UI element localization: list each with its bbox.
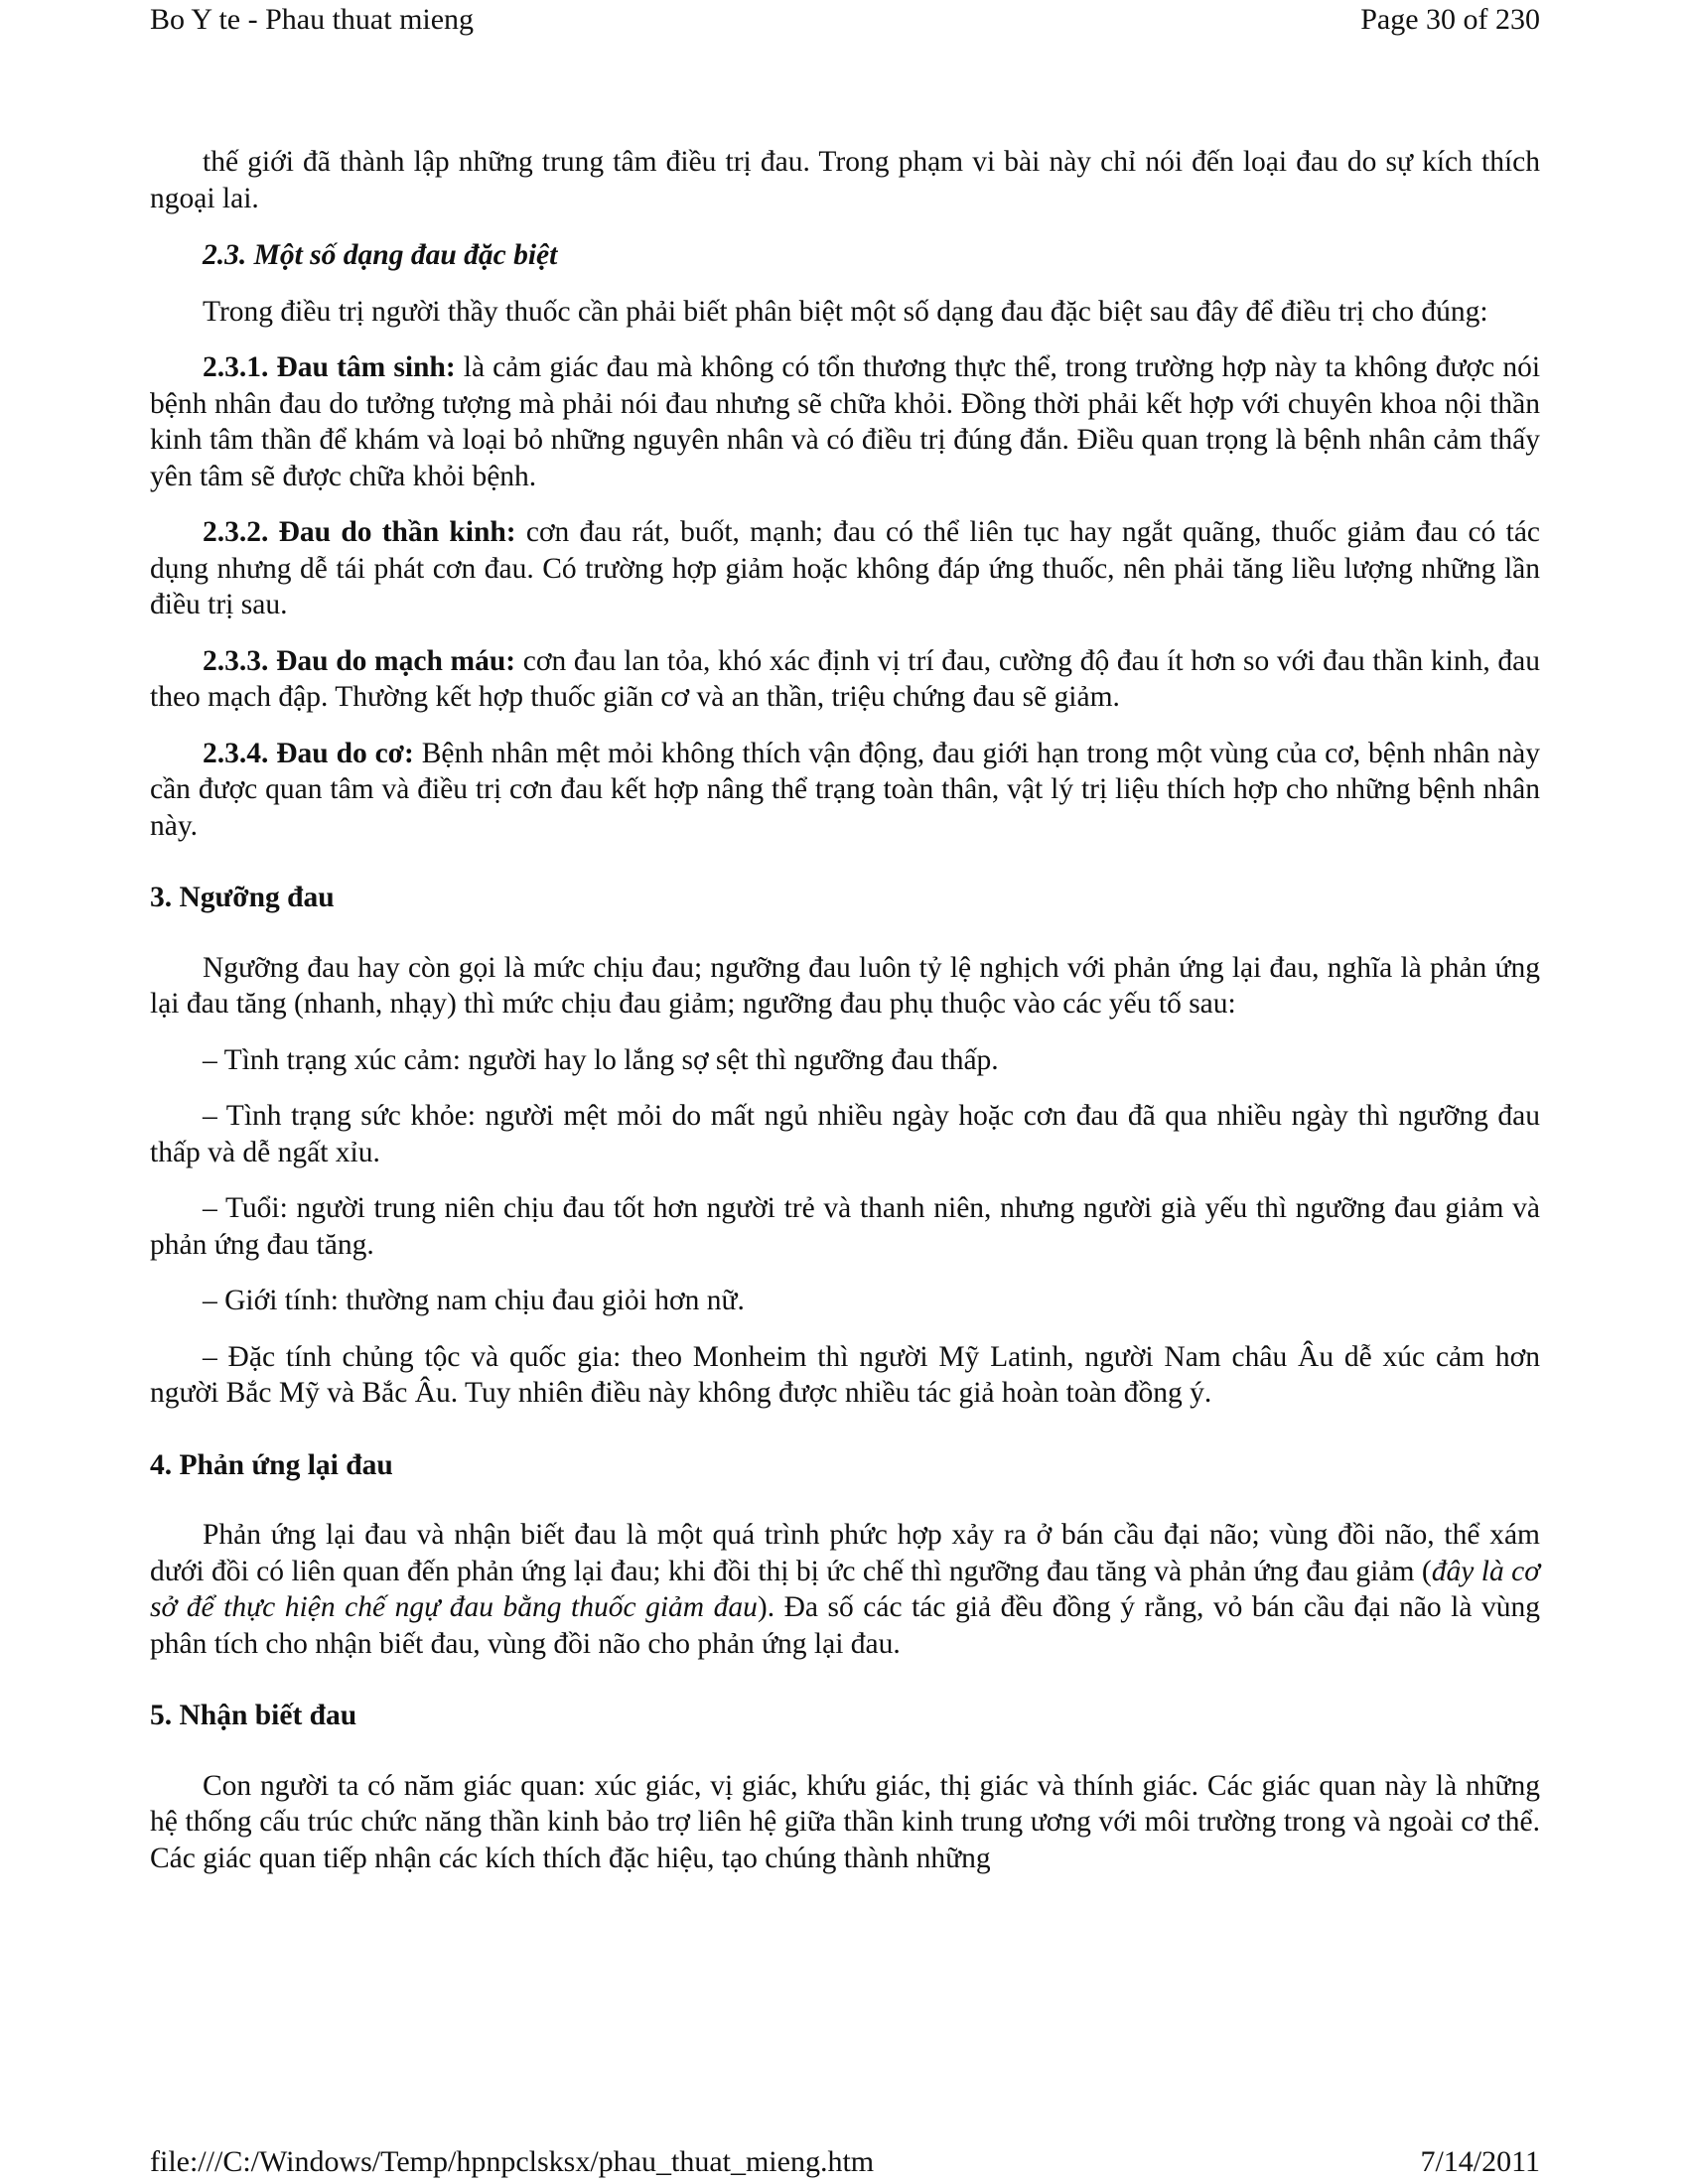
item-term: Đau do thần kinh: bbox=[278, 516, 516, 548]
paragraph-4-text-b: ). Đa số các tác giả đều đồng ý rằng, vỏ bán cầu đại não là vùng phân tích cho nhận biết đau, vùng đồi não cho phản ứng lại đau. bbox=[150, 1591, 1540, 1660]
item-number: 2.3.3. bbox=[203, 644, 269, 677]
item-term: Đau do cơ: bbox=[276, 737, 414, 769]
list-item: – Tình trạng sức khỏe: người mệt mỏi do mất ngủ nhiều ngày hoặc cơn đau đã qua nhiều ngày thì ngưỡng đau thấp và dễ ngất xỉu. bbox=[150, 1100, 1540, 1168]
print-date: 7/14/2011 bbox=[1420, 2145, 1540, 2178]
paragraph-2-3: Trong điều trị người thầy thuốc cần phải biết phân biệt một số dạng đau đặc biệt sau đây để điều trị cho đúng: bbox=[203, 295, 1488, 328]
item-term: Đau do mạch máu: bbox=[276, 644, 516, 677]
list-item: – Tuổi: người trung niên chịu đau tốt hơn người trẻ và thanh niên, nhưng người già yếu thì ngưỡng đau giảm và phản ứng đau tăng. bbox=[150, 1192, 1540, 1261]
file-path: file:///C:/Windows/Temp/hpnpclsksx/phau_thuat_mieng.htm bbox=[150, 2145, 875, 2178]
paragraph-4 bbox=[150, 1517, 1540, 1662]
paragraph-2-3-3 bbox=[150, 643, 1540, 716]
paragraph-3: Ngưỡng đau hay còn gọi là mức chịu đau; ngưỡng đau luôn tỷ lệ nghịch với phản ứng lại đau, nghĩa là phản ứng lại đau tăng (nhanh, nhạy) thì mức chịu đau giảm; ngưỡng đau phụ thuộc vào các yếu tố sau: bbox=[150, 951, 1540, 1020]
page-number: Page 30 of 230 bbox=[1360, 3, 1540, 36]
paragraph-intro: thế giới đã thành lập những trung tâm điều trị đau. Trong phạm vi bài này chỉ nói đến loại đau do sự kích thích ngoại lai. bbox=[150, 146, 1540, 214]
document-body bbox=[150, 144, 1540, 1896]
list-item: – Đặc tính chủng tộc và quốc gia: theo Monheim thì người Mỹ Latinh, người Nam châu Âu dễ xúc cảm hơn người Bắc Mỹ và Bắc Âu. Tuy nhiên điều này không được nhiều tác giả hoàn toàn đồng ý. bbox=[150, 1340, 1540, 1409]
item-text: cơn đau lan tỏa, khó xác định vị trí đau, cường độ đau ít hơn so với đau thần kinh, đau theo mạch đập. Thường kết hợp thuốc giãn cơ và an thần, triệu chứng đau sẽ giảm. bbox=[150, 644, 1540, 713]
list-item: – Tình trạng xúc cảm: người hay lo lắng sợ sệt thì ngưỡng đau thấp. bbox=[203, 1043, 999, 1076]
document-title: Bo Y te - Phau thuat mieng bbox=[150, 3, 475, 36]
section-heading-4: 4. Phản ứng lại đau bbox=[150, 1448, 393, 1481]
paragraph-2-3-2 bbox=[150, 514, 1540, 623]
item-text: Bệnh nhân mệt mỏi không thích vận động, đau giới hạn trong một vùng của cơ, bệnh nhân này cần được quan tâm và điều trị cơn đau kết hợp nâng thể trạng toàn thân, vật lý trị liệu thích hợp cho những bệnh nhân này. bbox=[150, 737, 1541, 842]
section-heading-5: 5. Nhận biết đau bbox=[150, 1700, 357, 1731]
section-heading-3: 3. Ngưỡng đau bbox=[150, 882, 335, 913]
paragraph-4-italic: đây là cơ sở để thực hiện chế ngự đau bằng thuốc giảm đau bbox=[150, 1555, 1540, 1623]
page-footer bbox=[150, 2144, 1540, 2184]
paragraph-2-3-4 bbox=[150, 736, 1540, 845]
page-header bbox=[150, 2, 1540, 42]
paragraph-4-text-a: Phản ứng lại đau và nhận biết đau là một quá trình phức hợp xảy ra ở bán cầu đại não; vùng đồi não, thể xám dưới đồi có liên quan đến phản ứng lại đau; khi đồi thị bị ức chế thì ngưỡng đau tăng và phản ứng đau giảm ( bbox=[150, 1519, 1540, 1587]
item-number: 2.3.2. bbox=[203, 516, 269, 548]
item-text: cơn đau rát, buốt, mạnh; đau có thể liên tục hay ngắt quãng, thuốc giảm đau có tác dụng nhưng dễ tái phát cơn đau. Có trường hợp giảm hoặc không đáp ứng thuốc, nên phải tăng liều lượng những lần điều trị sau. bbox=[150, 516, 1541, 620]
paragraph-5: Con người ta có năm giác quan: xúc giác, vị giác, khứu giác, thị giác và thính giác. Các giác quan này là những hệ thống cấu trúc chức năng thần kinh bảo trợ liên hệ giữa thần kinh trung ương với môi trường trong và ngoài cơ thể. Các giác quan tiếp nhận các kích thích đặc hiệu, tạo chúng thành những bbox=[150, 1769, 1540, 1874]
paragraph-2-3-1 bbox=[150, 349, 1540, 494]
section-heading-2-3: 2.3. Một số dạng đau đặc biệt bbox=[203, 239, 558, 271]
item-number: 2.3.4. bbox=[203, 737, 269, 769]
item-text: là cảm giác đau mà không có tổn thương thực thể, trong trường hợp này ta không được nói bệnh nhân đau do tưởng tượng mà phải nói đau nhưng sẽ chữa khỏi. Đồng thời phải kết hợp với chuyên khoa nội thần kinh tâm thần để khám và loại bỏ những nguyên nhân và có điều trị đúng đắn. Điều quan trọng là bệnh nhân cảm thấy yên tâm sẽ được chữa khỏi bệnh. bbox=[150, 351, 1541, 492]
item-number: 2.3.1. bbox=[203, 351, 269, 383]
item-term: Đau tâm sinh: bbox=[276, 351, 456, 383]
list-item: – Giới tính: thường nam chịu đau giỏi hơn nữ. bbox=[203, 1285, 745, 1316]
